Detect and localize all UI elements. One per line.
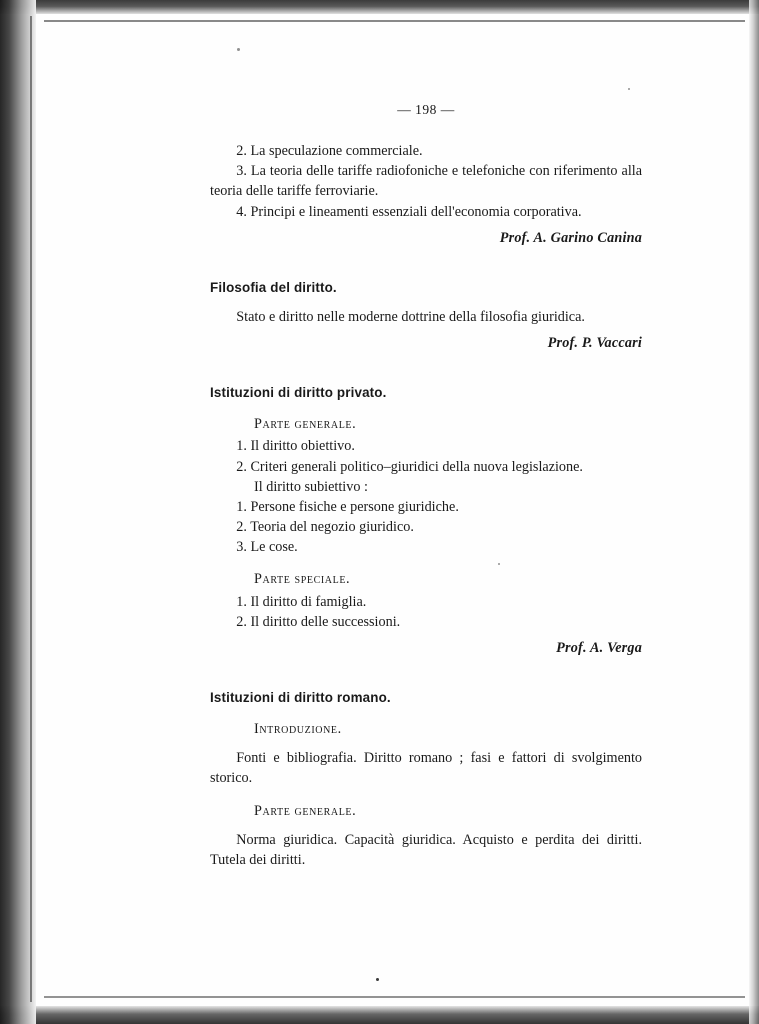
subheading: Parte generale. bbox=[254, 802, 357, 819]
list-item: 3. Le cose. bbox=[236, 539, 298, 556]
section-heading-filosofia: Filosofia del diritto. bbox=[210, 279, 337, 295]
list-item: 2. Teoria del negozio giuridico. bbox=[236, 519, 414, 536]
section-paragraph: Stato e diritto nelle moderne dottrine della filosofia giuridica. bbox=[236, 308, 585, 325]
section-paragraph: Fonti e bibliografia. Diritto romano ; fasi e fattori di svolgimento storico. bbox=[210, 750, 642, 787]
subheading: Parte generale. bbox=[254, 416, 357, 433]
scan-edge-bottom bbox=[0, 1006, 759, 1024]
lead-line: Il diritto subiettivo : bbox=[254, 478, 368, 495]
byline: Prof. A. Garino Canina bbox=[499, 229, 642, 246]
list-item: 3. La teoria delle tariffe radiofoniche e telefoniche con riferimento alla teoria delle tariffe ferroviarie. bbox=[210, 163, 642, 200]
page-text-column bbox=[210, 100, 642, 870]
page-bottom-mark bbox=[376, 978, 379, 981]
byline: Prof. A. Verga bbox=[556, 639, 642, 656]
section-paragraph: Norma giuridica. Capacità giuridica. Acquisto e perdita dei diritti. Tutela dei diritti. bbox=[210, 831, 642, 868]
subheading: Introduzione. bbox=[254, 721, 342, 738]
scan-inner-rule-top bbox=[44, 20, 745, 22]
scan-edge-top bbox=[0, 0, 759, 14]
byline: Prof. P. Vaccari bbox=[547, 335, 642, 352]
scan-gutter-line bbox=[30, 16, 32, 1002]
list-item: 2. Il diritto delle successioni. bbox=[236, 613, 401, 630]
scan-inner-rule-bottom bbox=[44, 996, 745, 998]
list-item: 4. Principi e lineamenti essenziali dell'economia corporativa. bbox=[236, 203, 582, 220]
section-heading-diritto-privato: Istituzioni di diritto privato. bbox=[210, 385, 387, 401]
section-heading-diritto-romano: Istituzioni di diritto romano. bbox=[210, 690, 391, 706]
scan-speck bbox=[628, 88, 630, 90]
scan-speck bbox=[237, 48, 240, 51]
list-item: 2. Criteri generali politico–giuridici della nuova legislazione. bbox=[236, 458, 583, 475]
list-item: 1. Persone fisiche e persone giuridiche. bbox=[236, 498, 459, 515]
list-item: 1. Il diritto obiettivo. bbox=[236, 438, 355, 455]
page-folio: — 198 — bbox=[397, 102, 455, 117]
subheading: Parte speciale. bbox=[254, 571, 351, 588]
list-item: 2. La speculazione commerciale. bbox=[236, 143, 423, 160]
scan-edge-right bbox=[749, 0, 759, 1024]
list-item: 1. Il diritto di famiglia. bbox=[236, 593, 367, 610]
